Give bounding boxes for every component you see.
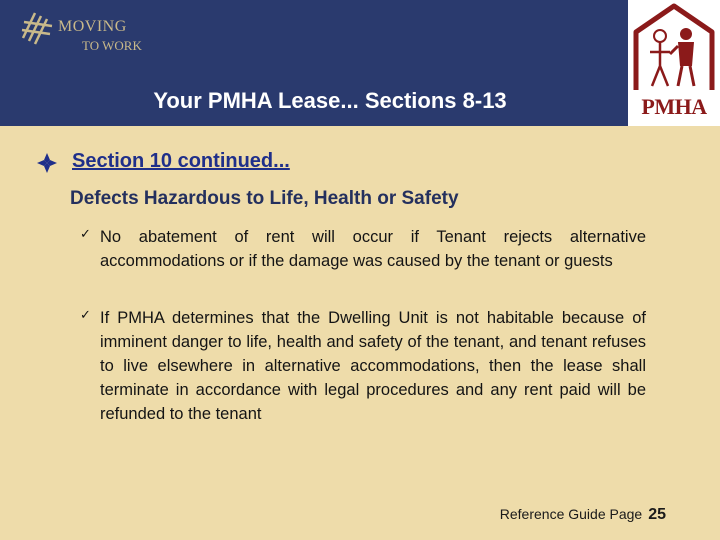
subheading: Defects Hazardous to Life, Health or Safety [70,188,459,209]
bullet-text: No abatement of rent will occur if Tenant rejects alternative accommodations or if the damage was caused by the tenant or guests [100,228,646,270]
section-heading: Section 10 continued... [72,150,290,172]
checkmark-icon: ✓ [80,226,91,241]
logo-text-moving: MOVING [58,18,127,35]
checkmark-icon: ✓ [80,307,91,322]
footer [500,506,666,524]
header-band [0,0,720,126]
pmha-logo-text: PMHA [641,94,707,119]
logo-text-to-work: TO WORK [82,38,142,53]
footer-label: Reference Guide Page [499,506,643,522]
diamond-icon [36,152,58,174]
page-title: Your PMHA Lease... Sections 8-13 [153,88,507,113]
moving-to-work-logo [20,8,160,58]
pmha-logo [628,0,720,126]
page-number: 25 [648,506,666,523]
bullet-text: If PMHA determines that the Dwelling Unit is not habitable because of imminent danger to life, health and safety of the tenant, and tenant refuses to live elsewhere in alternative accommodations, then the lease shall terminate in accordance with legal procedures and any rent paid will be refunded to the tenant [100,309,646,423]
moving-to-work-emblem-icon [20,8,60,48]
